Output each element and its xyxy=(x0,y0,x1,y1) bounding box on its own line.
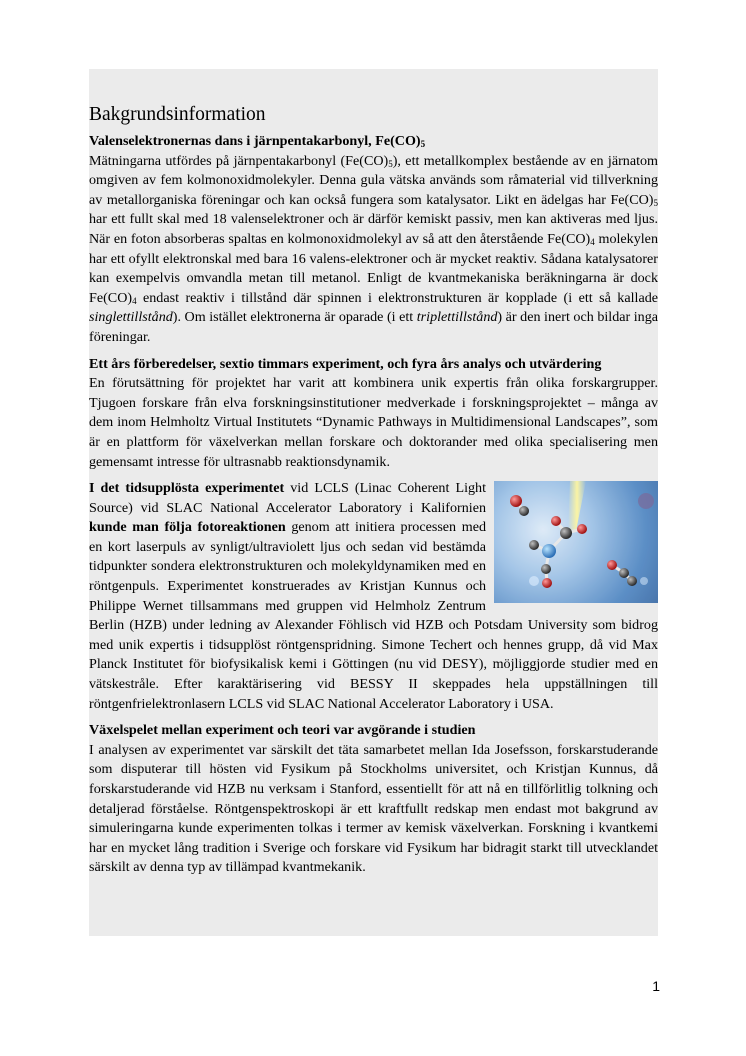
section-paragraph: I analysen av experimentet var särskilt det täta samarbetet mellan Ida Josefsson, forskarstuderande som disputerar till hösten vid Fysikum på Stockholms universitet, och Kristjan Kunnus, då forskarstuderande vid HZB nu verksam i Stanford, essentiellt för att nå en tillförlitlig tolkning och detaljerad förståelse. Röntgenspektroskopi är ett kraftfullt redskap men endast mot bakgrund av simuleringarna kunde experimenten tolkas i termer av kemisk växelverkan. Forskning i kvantkemi har en mycket lång tradition i Sverige och forskare vid Fysikum har bidragit starkt till utvecklandet särskilt av denna typ av tillämpad kvantmekanik. xyxy=(89,741,658,876)
section-heading: Växelspelet mellan experiment och teori var avgörande i studien xyxy=(89,722,476,739)
molecule-illustration xyxy=(494,481,658,603)
section-fe-co5 xyxy=(89,132,658,348)
section-experiment xyxy=(89,479,658,714)
section-paragraph: Mätningarna utfördes på järnpentakarbonyl $(Fe(CO)_5)$, ett metallkomplex bestående av en järnatom omgiven av fem kolmonoxidmolekyler. Denna gula vätska används som råmaterial vid tillverkning av metallorganiska föreningar och kan också fungera som katalysator. Likt en ädelgas har $Fe(CO)_5$ har ett fullt skal med 18 valenselektroner och är därför kemiskt passiv, men kan aktiveras med ljus. När en foton absorberas spaltas en kolmonoxidmolekyl av så att den återstående $Fe(CO)_4$ molekylen har ett ofyllt elektronskal med bara 16 valens-elektroner och är mycket reaktiv. Sådana katalysatorer kan exempelvis omvandla metan till metanol. Enligt de kvantmekaniska beräkningarna är dock $Fe(CO)_4$ endast reaktiv i tillstånd där spinnen i elektronstrukturen är kopplade (i ett så kallade singlettillstånd). Om istället elektronerna är oparade (i ett triplettillstånd) är den inert och bildar inga föreningar. xyxy=(89,152,659,345)
section-heading: Valenselektronernas dans i järnpentakarbonyl, $Fe(CO)_5$ xyxy=(89,133,426,149)
section-preparations xyxy=(89,355,658,473)
section-paragraph: I det tidsupplösta experimentet vid LCLS (Linac Coherent Light Source) vid SLAC National Accelerator Laboratory i Kalifornien kunde man följa fotoreaktionen genom att initiera processen med en kort laserpuls av synligt/ultraviolett ljus och sedan vid bestämda tidpunkter sondera elektronstrukturen och molekyldynamiken med en röntgenpuls. Experimentet konstruerades av Kristjan Kunnus och Philippe Wernet tillsammans med gruppen vid Helmholz Zentrum Berlin (HZB) under ledning av Alexander Föhlisch vid HZB och Potsdam University som bidrog med unik expertis i tidsupplöst röntgenspridning. Simone Techert och hennes grupp, då vid Max Planck Institutet för biofysikalisk kemi i Göttingen (nu vid DESY), möjliggjorde studier med en vätskestråle. Efter karaktärisering vid BESSY II skeppades hela uppställningen till röntgenfrielektronlasern LCLS vid SLAC National Accelerator Laboratory i USA. xyxy=(89,480,658,712)
page-title: Bakgrundsinformation xyxy=(89,104,266,125)
section-theory xyxy=(89,721,658,878)
page-number: 1 xyxy=(652,978,660,994)
molecule-image-icon xyxy=(494,481,658,603)
document-body xyxy=(89,102,658,878)
section-heading: Ett års förberedelser, sextio timmars experiment, och fyra års analys och utvärdering xyxy=(89,355,602,372)
section-paragraph: En förutsättning för projektet har varit att kombinera unik expertis från olika forskargrupper. Tjugoen forskare från elva forskningsinstitutioner medverkade i forskningsprojektet – många av dem inom Helmholtz Virtual Institutets “Dynamic Pathways in Multidimensional Landscapes”, som är en plattform för växelverkan mellan forskare och doktorander med olika specialisering men gemensamt intresse för ultrasnabb reaktionsdynamik. xyxy=(89,375,658,470)
